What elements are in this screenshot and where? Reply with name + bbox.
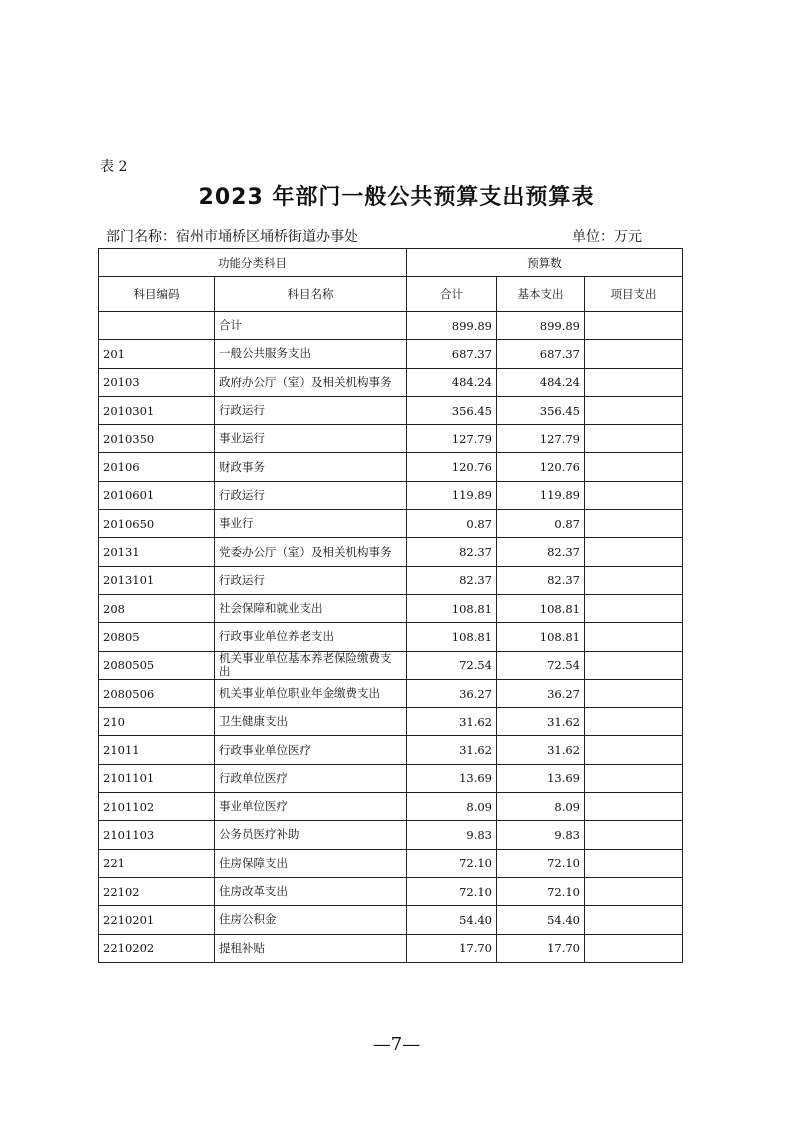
header-budget-amount: 预算数 <box>407 249 683 277</box>
subject-name-cell: 财政事务 <box>215 453 407 481</box>
table-row <box>99 736 683 764</box>
total-cell: 72.10 <box>407 849 497 877</box>
basic-expenditure-cell: 120.76 <box>497 453 585 481</box>
total-cell: 36.27 <box>407 679 497 707</box>
subject-code-cell: 2101102 <box>99 793 215 821</box>
total-cell: 72.10 <box>407 877 497 905</box>
subject-code-cell: 22102 <box>99 877 215 905</box>
project-expenditure-cell <box>585 906 683 934</box>
table-row <box>99 877 683 905</box>
basic-expenditure-cell: 0.87 <box>497 510 585 538</box>
total-cell: 108.81 <box>407 623 497 651</box>
project-expenditure-cell <box>585 340 683 368</box>
total-cell: 687.37 <box>407 340 497 368</box>
project-expenditure-cell <box>585 623 683 651</box>
total-cell: 119.89 <box>407 481 497 509</box>
table-row <box>99 396 683 424</box>
subject-code-cell: 2101101 <box>99 764 215 792</box>
table-row <box>99 368 683 396</box>
table-row <box>99 708 683 736</box>
subject-code-cell: 21011 <box>99 736 215 764</box>
project-expenditure-cell <box>585 849 683 877</box>
table-row <box>99 453 683 481</box>
total-cell: 9.83 <box>407 821 497 849</box>
project-expenditure-cell <box>585 425 683 453</box>
subject-code-cell: 2010650 <box>99 510 215 538</box>
header-project-expenditure: 项目支出 <box>585 277 683 312</box>
basic-expenditure-cell: 484.24 <box>497 368 585 396</box>
basic-expenditure-cell: 72.54 <box>497 651 585 679</box>
subject-name-cell: 行政事业单位医疗 <box>215 736 407 764</box>
project-expenditure-cell <box>585 736 683 764</box>
subject-name-cell: 提租补贴 <box>215 934 407 962</box>
total-cell: 356.45 <box>407 396 497 424</box>
total-cell: 108.81 <box>407 594 497 622</box>
total-cell: 8.09 <box>407 793 497 821</box>
subject-code-cell: 2080505 <box>99 651 215 679</box>
page-number: —7— <box>372 1034 421 1055</box>
total-cell: 120.76 <box>407 453 497 481</box>
project-expenditure-cell <box>585 453 683 481</box>
subject-code-cell: 2101103 <box>99 821 215 849</box>
subject-name-cell: 事业运行 <box>215 425 407 453</box>
subject-name-cell: 党委办公厅（室）及相关机构事务 <box>215 538 407 566</box>
total-cell: 54.40 <box>407 906 497 934</box>
table-row <box>99 651 683 679</box>
subject-code-cell: 2013101 <box>99 566 215 594</box>
budget-table <box>98 248 683 963</box>
basic-expenditure-cell: 31.62 <box>497 708 585 736</box>
total-cell: 82.37 <box>407 566 497 594</box>
basic-expenditure-cell: 82.37 <box>497 566 585 594</box>
subject-code-cell: 2010350 <box>99 425 215 453</box>
subject-name-cell: 行政运行 <box>215 566 407 594</box>
table-row <box>99 425 683 453</box>
table-row <box>99 821 683 849</box>
basic-expenditure-cell: 356.45 <box>497 396 585 424</box>
header-subject-name: 科目名称 <box>215 277 407 312</box>
subject-name-cell: 行政事业单位养老支出 <box>215 623 407 651</box>
total-cell: 0.87 <box>407 510 497 538</box>
subject-name-cell: 合计 <box>215 312 407 340</box>
subject-code-cell: 2210201 <box>99 906 215 934</box>
project-expenditure-cell <box>585 368 683 396</box>
project-expenditure-cell <box>585 934 683 962</box>
basic-expenditure-cell: 119.89 <box>497 481 585 509</box>
table-body <box>99 312 683 963</box>
subject-code-cell: 20805 <box>99 623 215 651</box>
table-row <box>99 764 683 792</box>
header-subject-code: 科目编码 <box>99 277 215 312</box>
subject-name-cell: 机关事业单位职业年金缴费支出 <box>215 679 407 707</box>
subject-code-cell: 20131 <box>99 538 215 566</box>
basic-expenditure-cell: 108.81 <box>497 623 585 651</box>
subject-name-cell: 一般公共服务支出 <box>215 340 407 368</box>
subject-code-cell: 2080506 <box>99 679 215 707</box>
page-title: 2023 年部门一般公共预算支出预算表 <box>198 185 595 210</box>
project-expenditure-cell <box>585 396 683 424</box>
subject-name-cell: 机关事业单位基本养老保险缴费支出 <box>215 651 407 679</box>
project-expenditure-cell <box>585 566 683 594</box>
project-expenditure-cell <box>585 877 683 905</box>
total-cell: 82.37 <box>407 538 497 566</box>
total-cell: 899.89 <box>407 312 497 340</box>
subject-code-cell: 2210202 <box>99 934 215 962</box>
subject-name-cell: 住房公积金 <box>215 906 407 934</box>
header-basic-expenditure: 基本支出 <box>497 277 585 312</box>
basic-expenditure-cell: 72.10 <box>497 877 585 905</box>
project-expenditure-cell <box>585 651 683 679</box>
header-total: 合计 <box>407 277 497 312</box>
subject-name-cell: 行政单位医疗 <box>215 764 407 792</box>
subject-code-cell: 208 <box>99 594 215 622</box>
project-expenditure-cell <box>585 312 683 340</box>
subject-name-cell: 住房改革支出 <box>215 877 407 905</box>
project-expenditure-cell <box>585 481 683 509</box>
total-cell: 72.54 <box>407 651 497 679</box>
table-row <box>99 679 683 707</box>
project-expenditure-cell <box>585 679 683 707</box>
basic-expenditure-cell: 13.69 <box>497 764 585 792</box>
table-row <box>99 623 683 651</box>
basic-expenditure-cell: 31.62 <box>497 736 585 764</box>
subject-code-cell: 210 <box>99 708 215 736</box>
subject-name-cell: 政府办公厅（室）及相关机构事务 <box>215 368 407 396</box>
department-label: 部门名称：宿州市埇桥区埇桥街道办事处 <box>106 229 358 245</box>
table-label: 表 2 <box>100 159 128 175</box>
subject-code-cell: 20103 <box>99 368 215 396</box>
subject-name-cell: 公务员医疗补助 <box>215 821 407 849</box>
subject-code-cell: 221 <box>99 849 215 877</box>
basic-expenditure-cell: 17.70 <box>497 934 585 962</box>
total-cell: 17.70 <box>407 934 497 962</box>
project-expenditure-cell <box>585 510 683 538</box>
basic-expenditure-cell: 36.27 <box>497 679 585 707</box>
table-row <box>99 849 683 877</box>
subject-name-cell: 行政运行 <box>215 481 407 509</box>
table-row <box>99 934 683 962</box>
subject-code-cell: 2010301 <box>99 396 215 424</box>
total-cell: 31.62 <box>407 736 497 764</box>
table-row <box>99 481 683 509</box>
basic-expenditure-cell: 9.83 <box>497 821 585 849</box>
subject-code-cell <box>99 312 215 340</box>
total-cell: 484.24 <box>407 368 497 396</box>
table-row <box>99 340 683 368</box>
project-expenditure-cell <box>585 538 683 566</box>
basic-expenditure-cell: 899.89 <box>497 312 585 340</box>
subject-name-cell: 社会保障和就业支出 <box>215 594 407 622</box>
table-row <box>99 906 683 934</box>
total-cell: 127.79 <box>407 425 497 453</box>
subject-name-cell: 事业行 <box>215 510 407 538</box>
subject-name-cell: 事业单位医疗 <box>215 793 407 821</box>
header-function-classification: 功能分类科目 <box>99 249 407 277</box>
basic-expenditure-cell: 8.09 <box>497 793 585 821</box>
basic-expenditure-cell: 72.10 <box>497 849 585 877</box>
subject-name-cell: 卫生健康支出 <box>215 708 407 736</box>
basic-expenditure-cell: 687.37 <box>497 340 585 368</box>
project-expenditure-cell <box>585 708 683 736</box>
subject-name-cell: 住房保障支出 <box>215 849 407 877</box>
project-expenditure-cell <box>585 594 683 622</box>
table-row <box>99 510 683 538</box>
table-row <box>99 538 683 566</box>
subject-name-cell: 行政运行 <box>215 396 407 424</box>
table-row <box>99 594 683 622</box>
unit-label: 单位：万元 <box>572 229 642 245</box>
subject-code-cell: 201 <box>99 340 215 368</box>
subject-code-cell: 2010601 <box>99 481 215 509</box>
subject-code-cell: 20106 <box>99 453 215 481</box>
total-cell: 31.62 <box>407 708 497 736</box>
basic-expenditure-cell: 54.40 <box>497 906 585 934</box>
table-row <box>99 566 683 594</box>
table-row <box>99 312 683 340</box>
basic-expenditure-cell: 108.81 <box>497 594 585 622</box>
basic-expenditure-cell: 82.37 <box>497 538 585 566</box>
table-row <box>99 793 683 821</box>
total-cell: 13.69 <box>407 764 497 792</box>
project-expenditure-cell <box>585 793 683 821</box>
basic-expenditure-cell: 127.79 <box>497 425 585 453</box>
project-expenditure-cell <box>585 764 683 792</box>
project-expenditure-cell <box>585 821 683 849</box>
